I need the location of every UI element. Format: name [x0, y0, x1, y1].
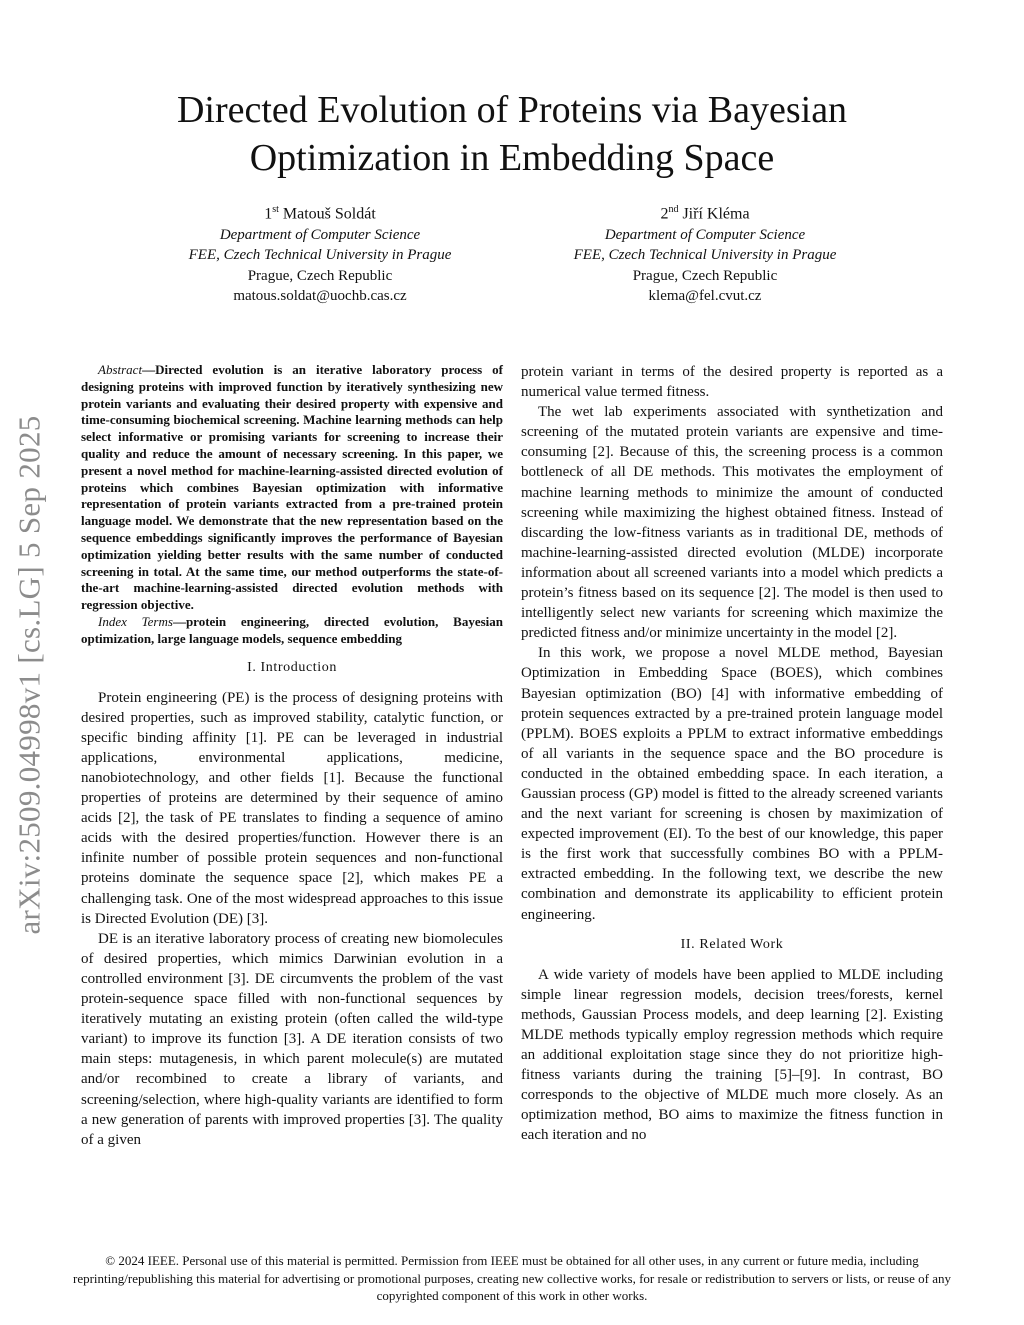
author-location: Prague, Czech Republic [632, 267, 778, 284]
index-terms-dash: — [172, 613, 186, 629]
author-department: Department of Computer Science [604, 226, 806, 243]
author-block-2 [495, 200, 915, 307]
abstract-dash: — [142, 362, 156, 377]
author-department: Department of Computer Science [219, 226, 421, 243]
author-ordinal-suffix: st [272, 204, 279, 215]
arxiv-identifier-text: arXiv:2509.04998v1 [cs.LG] 5 Sep 2025 [12, 415, 47, 935]
paragraph: Protein engineering (PE) is the process of designing proteins with desired properties, such as improved stability, catalytic function, or specific binding affinity [1]. PE can be leveraged in industrial applications, environmental applications, medicine, nanobiotechnology, and other fields [1]. Because the functional properties of proteins are determined by their sequence of amino acids [2], the task of PE translates to finding a sequence of amino acids with the desired properties/function. However there is an infinite number of possible protein sequences and non-functional proteins dominate the sequence space [2], which makes PE a challenging task. One of the most widespread approaches to this issue is Directed Evolution (DE) [3]. [81, 689, 503, 927]
paragraph: DE is an iterative laboratory process of creating new biomolecules of desired properties, which mimics Darwinian evolution in a controlled environment [3]. DE circumvents the problem of the vast protein-sequence space filled with non-functional sequences by iteratively mutating an existing protein (often called the wild-type variant) to improve its function [3]. A DE iteration consists of two main steps: mutagenesis, in which parent molecule(s) are mutated and/or recombined to create a library of variants, and screening/selection, where high-quality variants are identified to form a new generation of parents with improved properties [3]. The quality of a given [81, 930, 503, 1148]
author-email: matous.soldat@uochb.cas.cz [233, 288, 407, 305]
paper-title [100, 86, 924, 182]
abstract-label: Abstract [98, 362, 143, 377]
author-ordinal-suffix: nd [668, 204, 679, 215]
right-column [521, 362, 943, 1146]
author-ordinal: 1 [264, 205, 273, 223]
author-name: Jiří Kléma [682, 205, 750, 223]
author-name-line [495, 200, 915, 225]
author-email: klema@fel.cvut.cz [648, 288, 762, 305]
author-location: Prague, Czech Republic [247, 267, 393, 284]
author-institution: FEE, Czech Technical University in Prague [188, 247, 452, 264]
title-line-1: Directed Evolution of Proteins via Bayesian [176, 89, 848, 131]
author-name: Matouš Soldát [282, 205, 376, 223]
copyright-footer: © 2024 IEEE. Personal use of this material is permitted. Permission from IEEE must be obtained for all other uses, in any current or future media, including reprinting/republishing this material for advertising or promotional purposes, creating new collective works, for resale or redistribution to servers or lists, or reuse of any copyrighted component of this work in other works. [73, 1253, 951, 1303]
author-block-1 [110, 200, 530, 307]
section-heading-related-work: II. Related Work [680, 936, 784, 952]
paragraph: The wet lab experiments associated with synthetization and screening of the mutated protein variants are expensive and time-consuming [2]. Because of this, the screening process is a common bottleneck of all DE methods. This motivates the employment of machine learning methods to minimize the amount of conducted screening while maximizing the highest obtained fitness. Instead of discarding the low-fitness variants as in traditional DE, methods of machine-learning-assisted directed evolution (MLDE) incorporate information about all screened variants into a model which predicts a protein’s fitness based on its sequence [2]. The model is then used to intelligently select new variants for screening which maximize the predicted fitness and/or minimize uncertainty in the model [2]. [521, 404, 943, 642]
abstract-text: Directed evolution is an iterative laboratory process of designing proteins with improved function by iteratively synthesizing new protein variants and evaluating their desired property with expensive and time-consuming biochemical screening. Machine learning methods can help select informative or promising variants for screening to increase their quality and reduce the amount of necessary screening. In this paper, we present a novel method for machine-learning-assisted directed evolution of proteins which combines Bayesian optimization with informative representation of protein variants extracted from a pre-trained protein language model. We demonstrate that the new representation based on the sequence embeddings significantly improves the performance of Bayesian optimization yielding better results with the same number of conducted screening in total. At the same time, our method outperforms the state-of-the-art machine-learning-assisted directed evolution methods with regression objective. [81, 362, 503, 613]
author-ordinal: 2 [660, 205, 669, 223]
section-heading-introduction: I. Introduction [247, 659, 337, 675]
abstract [81, 362, 503, 614]
author-institution: FEE, Czech Technical University in Prague [573, 247, 837, 264]
author-name-line [110, 200, 530, 225]
index-terms [81, 614, 503, 648]
left-column [81, 362, 503, 1150]
title-line-2: Optimization in Embedding Space [249, 137, 775, 179]
index-terms-text: protein engineering, directed evolution, Bayesian optimization, large language models, sequence embedding [81, 613, 503, 646]
paragraph: A wide variety of models have been applied to MLDE including simple linear regression models, decision trees/forests, kernel methods, Gaussian Process models, and deep learning [2]. Existing MLDE methods typically employ regression methods which require an additional exploitation stage since they do not prioritize high-fitness variants during the training [5]–[9]. In contrast, BO corresponds to the objective of MLDE much more closely. As an optimization method, BO aims to maximize the fitness function in each iteration and no [521, 966, 943, 1144]
paragraph-continuation: protein variant in terms of the desired property is reported as a numerical value termed fitness. [521, 364, 943, 401]
index-terms-label: Index Terms [98, 613, 173, 629]
paragraph: In this work, we propose a novel MLDE method, Bayesian Optimization in Embedding Space (BOES), which combines Bayesian optimization (BO) [4] with informative embedding of protein sequences extracted by a pre-trained protein language model (PPLM). BOES exploits a PPLM to extract informative embeddings of all variants in the sequence space and the BO procedure is conducted in the obtained embedding space. In each iteration, a Gaussian process (GP) model is fitted to the already screened variants and the next variant for screening is chosen by maximization of expected improvement (EI). To the best of our knowledge, this paper is the first work that successfully combines BO with a PPLM-extracted embedding. In the following text, we describe the new combination and demonstrate its applicability to efficient protein engineering. [521, 645, 943, 923]
arxiv-identifier-stamp [6, 380, 54, 970]
